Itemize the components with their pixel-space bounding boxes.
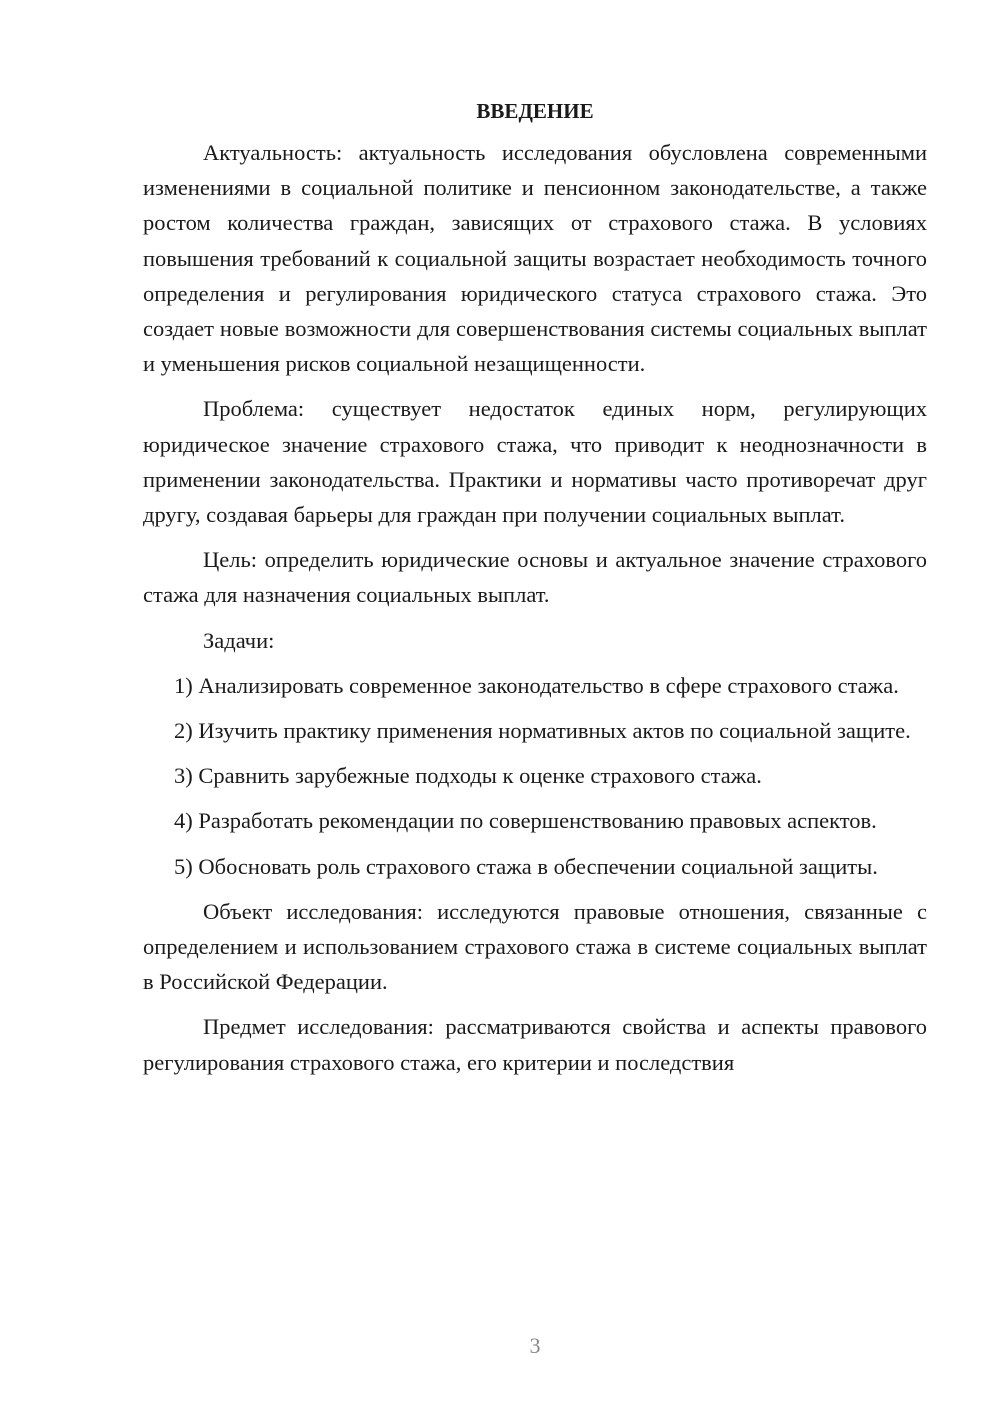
task-item: 5) Обосновать роль страхового стажа в обеспечении социальной защиты. xyxy=(174,853,878,879)
document-body xyxy=(143,93,927,1090)
task-item: 4) Разработать рекомендации по совершенствованию правовых аспектов. xyxy=(174,808,877,834)
goal-paragraph: Цель: определить юридические основы и актуальное значение страхового стажа для назначения социальных выплат. xyxy=(143,547,927,608)
task-item: 3) Сравнить зарубежные подходы к оценке страхового стажа. xyxy=(174,763,762,789)
task-item: 2) Изучить практику применения нормативных актов по социальной защите. xyxy=(174,718,911,744)
subject-paragraph: Предмет исследования: рассматриваются свойства и аспекты правового регулирования страхового стажа, его критерии и последствия xyxy=(143,1014,927,1075)
section-title: ВВЕДЕНИЕ xyxy=(476,99,594,123)
task-item: 1) Анализировать современное законодательство в сфере страхового стажа. xyxy=(174,672,899,698)
page-number: 3 xyxy=(529,1333,541,1358)
object-paragraph: Объект исследования: исследуются правовые отношения, связанные с определением и использованием страхового стажа в системе социальных выплат в Российской Федерации. xyxy=(143,898,927,995)
problem-paragraph: Проблема: существует недостаток единых норм, регулирующих юридическое значение страхового стажа, что приводит к неоднозначности в применении законодательства. Практики и нормативы часто противоречат друг другу, создавая барьеры для граждан при получении социальных выплат. xyxy=(143,396,927,528)
tasks-heading: Задачи: xyxy=(203,627,275,653)
relevance-paragraph: Актуальность: актуальность исследования обусловлена современными изменениями в социальной политике и пенсионном законодательстве, а также ростом количества граждан, зависящих от страхового стажа. В условиях повышения требований к социальной защиты возрастает необходимость точного определения и регулирования юридического статуса страхового стажа. Это создает новые возможности для совершенствования системы социальных выплат и уменьшения рисков социальной незащищенности. xyxy=(143,140,927,377)
